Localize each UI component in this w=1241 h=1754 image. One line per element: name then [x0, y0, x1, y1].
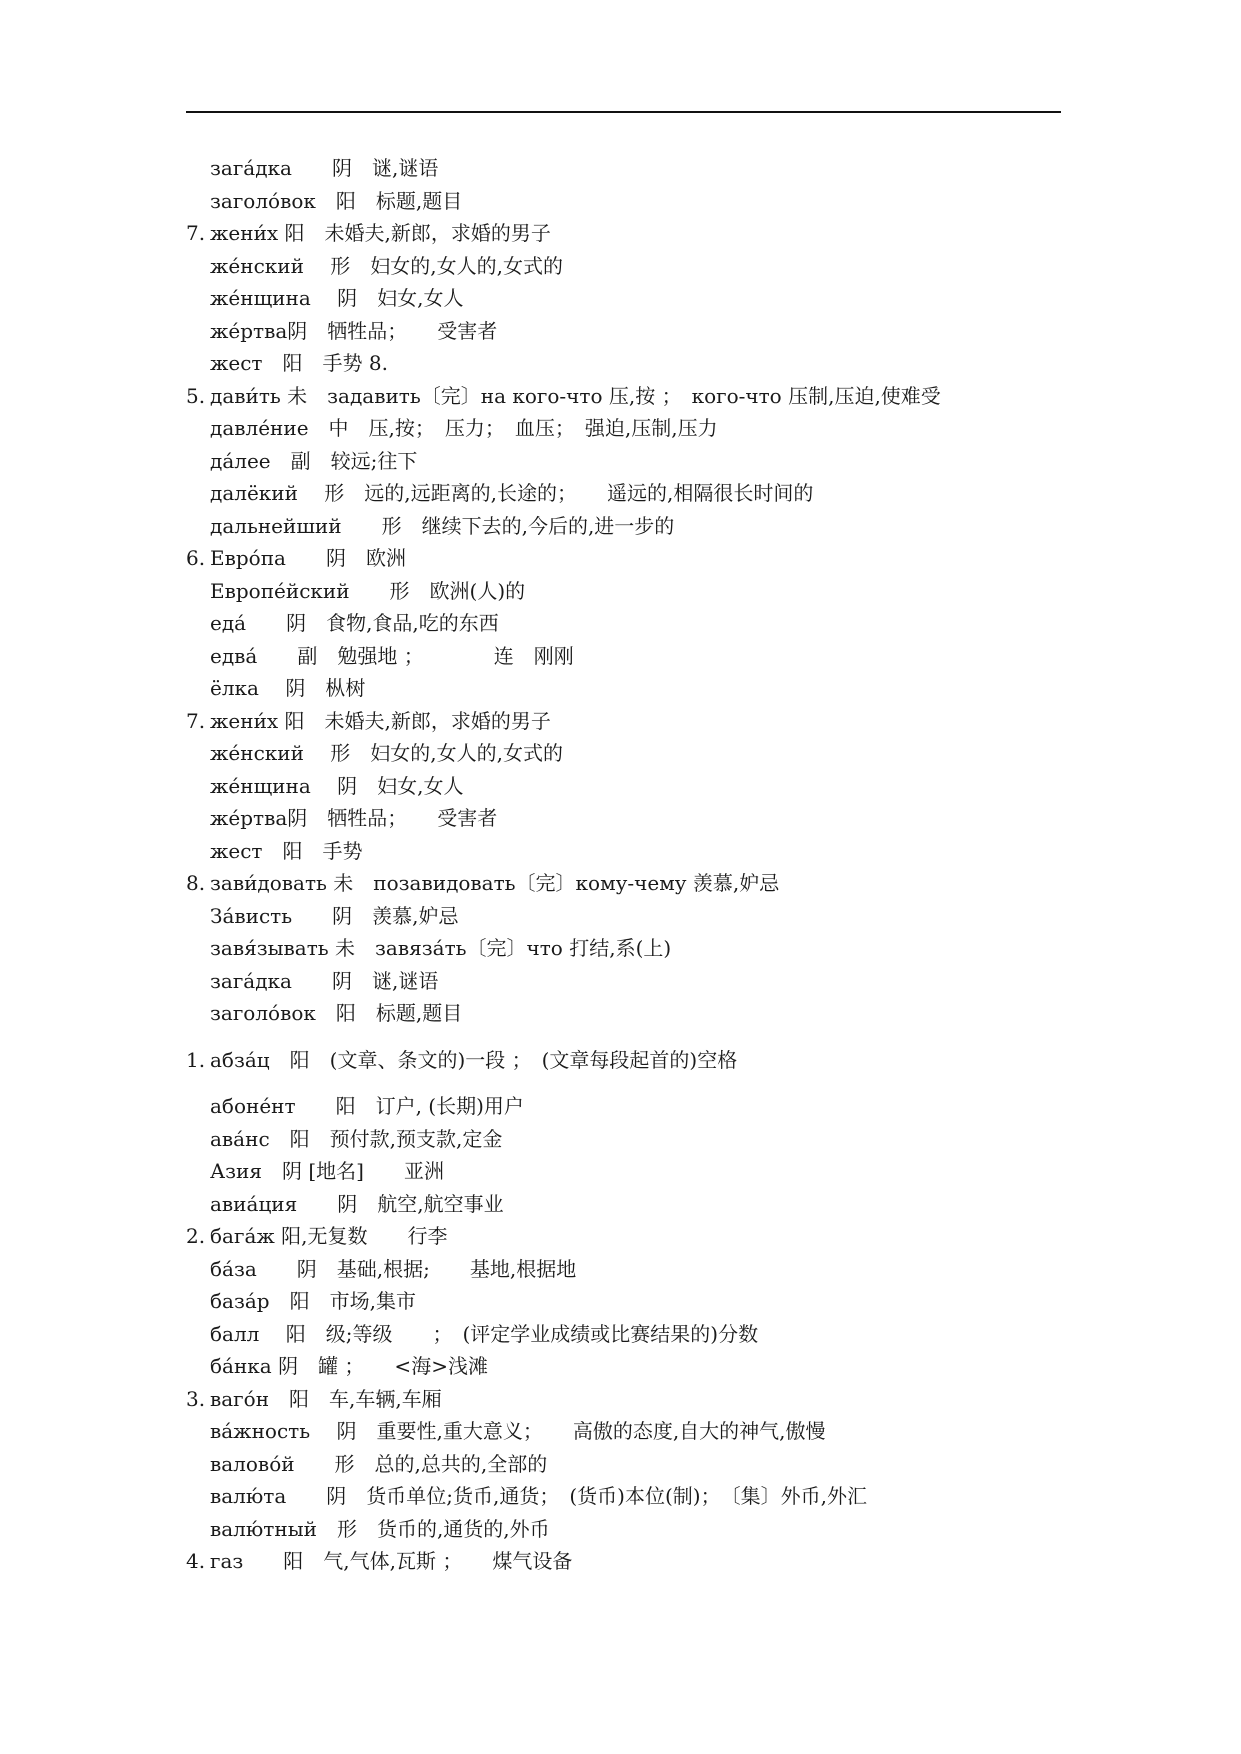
entry-text: же́ртва阴 牺牲品； 受害者 [210, 806, 498, 830]
entry-text: авиа́ция 阴 航空,航空事业 [210, 1191, 504, 1216]
list-item [186, 315, 1061, 348]
entry-text: ёлка 阴 枞树 [210, 676, 366, 700]
entry-text: абза́ц 阳 (文章、条文的)一段 ； (文章每段起首的)空格 [210, 1047, 738, 1072]
list-item [186, 770, 1061, 803]
entry-number: 5. [186, 383, 206, 408]
entry-text: жени́х 阳 未婚夫,新郎，求婚的男子 [210, 221, 551, 245]
list-item [186, 1253, 1061, 1286]
entry-text: ваго́н 阳 车,车辆,车厢 [210, 1386, 442, 1411]
list-item [186, 900, 1061, 933]
list-item [186, 802, 1061, 835]
list-item [186, 640, 1061, 673]
list-item [186, 380, 1061, 413]
entry-text: дави́ть 未 задавить〔完〕на кого-что 压,按 ； кого-что 压制,压迫,使难受 [210, 383, 941, 408]
list-item [186, 1318, 1061, 1351]
list-item [186, 542, 1061, 575]
entry-text: еда́ 阴 食物,食品,吃的东西 [210, 611, 499, 635]
entry-text: далёкий 形 远的,远距离的,长途的； 遥远的,相隔很长时间的 [210, 481, 814, 505]
entry-text: база́р 阳 市场,集市 [210, 1289, 416, 1313]
entry-text: заголо́вок 阳 标题,题目 [210, 1001, 463, 1025]
entry-text: же́ртва阴 牺牲品； 受害者 [210, 318, 498, 343]
list-item [186, 185, 1061, 218]
list-item [186, 152, 1061, 185]
list-item [186, 1350, 1061, 1383]
list-item [186, 1285, 1061, 1318]
list-item [186, 1545, 1061, 1578]
entry-text: заголо́вок 阳 标题,题目 [210, 188, 463, 213]
vocabulary-list [186, 152, 1061, 1578]
list-item [186, 1123, 1061, 1156]
header-rule [186, 111, 1061, 113]
entry-text: валю́тный 形 货币的,通货的,外币 [210, 1516, 550, 1541]
entry-text: ба́нка 阴 罐 ； <海>浅滩 [210, 1354, 488, 1378]
entry-text: За́висть 阴 羡慕,妒忌 [210, 903, 459, 928]
list-item [186, 477, 1061, 510]
entry-text: валю́та 阴 货币单位;货币,通货； (货币)本位(制)； 〔集〕外币,外汇 [210, 1484, 867, 1508]
list-item [186, 347, 1061, 380]
list-item [186, 1415, 1061, 1448]
list-item [186, 672, 1061, 705]
list-item [186, 1448, 1061, 1481]
entry-text: жест 阳 手势 [210, 838, 363, 863]
entry-number: 1. [186, 1047, 206, 1072]
list-item [186, 1480, 1061, 1513]
entry-number: 2. [186, 1224, 206, 1248]
list-item [186, 412, 1061, 445]
entry-number: 7. [186, 221, 206, 245]
entry-text: зага́дка 阴 谜,谜语 [210, 968, 439, 993]
list-item [186, 705, 1061, 738]
list-item [186, 835, 1061, 868]
entry-text: газ 阳 气,气体,瓦斯 ； 煤气设备 [210, 1549, 573, 1573]
entry-text: дальнейший 形 继续下去的,今后的,进一步的 [210, 513, 675, 538]
entry-text: зави́довать 未 позавидовать〔完〕кому-чему 羡慕,妒忌 [210, 871, 780, 895]
entry-number: 3. [186, 1386, 206, 1411]
entry-text: жест 阳 手势 8. [210, 351, 388, 375]
entry-text: же́нский 形 妇女的,女人的,女式的 [210, 741, 563, 765]
list-item [186, 1044, 1061, 1077]
list-item [186, 867, 1061, 900]
entry-number: 4. [186, 1549, 206, 1573]
list-item [186, 575, 1061, 608]
entry-text: же́нский 形 妇女的,女人的,女式的 [210, 253, 563, 278]
entry-text: жени́х 阳 未婚夫,新郎，求婚的男子 [210, 708, 551, 733]
entry-text: ва́жность 阴 重要性,重大意义； 高傲的态度,自大的神气,傲慢 [210, 1419, 826, 1443]
list-item [186, 282, 1061, 315]
entry-text: абоне́нт 阳 订户, (长期)用户 [210, 1094, 524, 1118]
entry-text: же́нщина 阴 妇女,女人 [210, 773, 464, 798]
list-item [186, 1090, 1061, 1123]
list-item [186, 250, 1061, 283]
list-item [186, 1188, 1061, 1221]
entry-text: Азия 阴 [地名] 亚洲 [210, 1159, 444, 1183]
list-item [186, 607, 1061, 640]
entry-text: Европе́йский 形 欧洲(人)的 [210, 578, 526, 603]
entry-text: валово́й 形 总的,总共的,全部的 [210, 1451, 548, 1476]
entry-text: балл 阳 级;等级 ； (评定学业成绩或比赛结果的)分数 [210, 1321, 759, 1346]
list-item [186, 997, 1061, 1030]
entry-text: ава́нс 阳 预付款,预支款,定金 [210, 1126, 503, 1151]
entry-text: давле́ние 中 压,按； 压力； 血压； 强迫,压制,压力 [210, 416, 718, 440]
list-item [186, 510, 1061, 543]
list-item [186, 217, 1061, 250]
entry-text: Евро́па 阴 欧洲 [210, 546, 406, 570]
entry-text: ба́за 阴 基础,根据; 基地,根据地 [210, 1256, 577, 1281]
entry-text: завя́зывать 未 завяза́ть〔完〕что 打结,系(上) [210, 936, 672, 960]
entry-number: 7. [186, 708, 206, 733]
list-item [186, 1155, 1061, 1188]
list-item [186, 1513, 1061, 1546]
entry-text: зага́дка 阴 谜,谜语 [210, 156, 439, 180]
entry-text: да́лее 副 较远;往下 [210, 448, 418, 473]
entry-text: едва́ 副 勉强地 ； 连 刚刚 [210, 643, 574, 668]
entry-number: 8. [186, 871, 206, 895]
entry-text: же́нщина 阴 妇女,女人 [210, 286, 464, 310]
list-item [186, 737, 1061, 770]
list-item [186, 1383, 1061, 1416]
list-item [186, 445, 1061, 478]
entry-text: бага́ж 阳,无复数 行李 [210, 1224, 448, 1248]
list-item [186, 932, 1061, 965]
list-item [186, 965, 1061, 998]
list-item [186, 1220, 1061, 1253]
entry-number: 6. [186, 546, 206, 570]
